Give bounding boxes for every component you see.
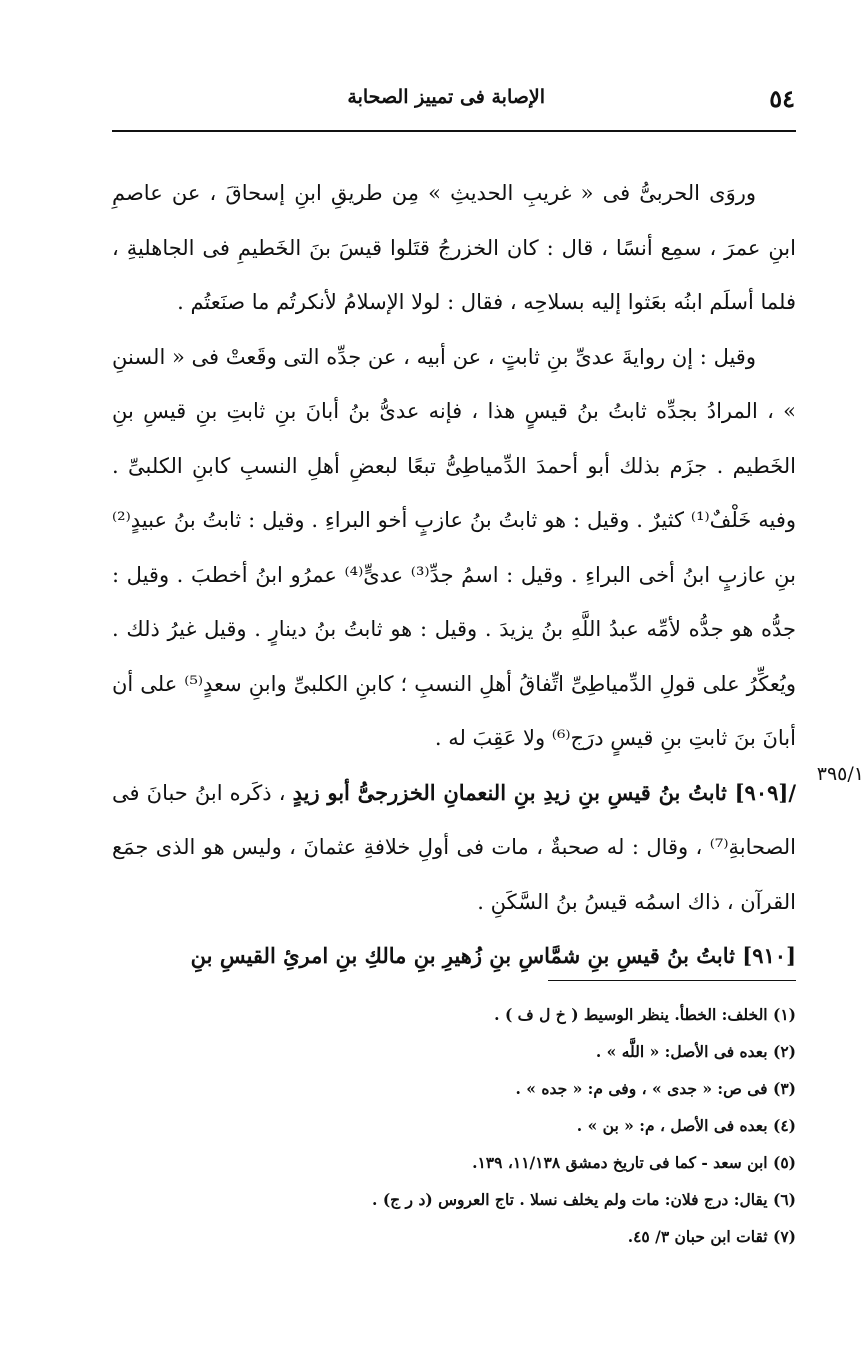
paragraph-2: وقيل : إن روايةَ عدىِّ بنِ ثابتٍ ، عن أبيه ، عن جدِّه التى وقَعتْ فى « السننِ » ، المرادُ بجدِّه ثابتُ بنُ قيسٍ هذا ، فإنه عدىُّ بنُ أبانَ بنِ ثابتِ بنِ قيسِ بنِ الخَطيم . جزَم بذلك أبو أحمدَ الدِّمياطِىُّ تبعًا لبعضِ أهلِ النسبِ كابنِ الكلبىِّ . وفيه خَلْفٌ⁽¹⁾ كثيرٌ . وقيل : هو ثابتُ بنُ عازبٍ أخو البراءِ . وقيل : ثابتُ بنُ عبيدٍ⁽²⁾ بنِ عازبٍ ابنُ أخى البراءِ . وقيل : اسمُ جدِّ⁽³⁾ عدىٍّ⁽⁴⁾ عمرُو ابنُ أخطبَ . وقيل : جدُّه هو جدُّه لأمِّه عبدُ اللَّهِ بنُ يزيدَ . وقيل : هو ثابتُ بنُ دينارٍ . وقيل غيرُ ذلك . ويُعكِّرُ على قولِ الدِّمياطِىِّ اتِّفاقُ أهلِ النسبِ ؛ كابنِ الكلبىِّ وابنِ سعدٍ⁽⁵⁾ على أن أبانَ بنَ ثابتِ بنِ قيسٍ درَج⁽⁶⁾ ولا عَقِبَ له . [112,344,797,750]
footnote-3: (٣) فى ص: « جدى » ، وفى م: « جده » . [515,1079,796,1098]
footnote-rule [548,980,796,981]
footnote-7: (٧) ثقات ابن حبان ٣/ ٤٥. [627,1227,796,1246]
footnote-6: (٦) يقال: درج فلان: مات ولم يخلف نسلا . تاج العروس (د ر ج) . [372,1190,796,1209]
body-text [112,166,796,984]
footnote-1: (١) الخلف: الخطأ. ينظر الوسيط ( خ ل ف ) . [494,1005,796,1024]
footnote-4: (٤) بعده فى الأصل ، م: « بن » . [576,1116,796,1135]
entry-909 [112,766,796,930]
entry-909-heading: /[٩٠٩] ثابتُ بنُ قيسِ بنِ زيدِ بنِ النعمانِ الخزرجىُّ أبو زيدٍ [292,779,796,805]
footnote-5: (٥) ابن سعد - كما فى تاريخ دمشق ١١/١٣٨، ١٣٩. [472,1153,796,1172]
running-title: الإصابة فى تمييز الصحابة [347,86,545,108]
footnote-2: (٢) بعده فى الأصل: « اللَّه » . [595,1042,796,1061]
header-rule [112,130,796,132]
page-number: ٥٤ [769,84,795,113]
entry-910 [112,929,796,984]
page-header [110,78,795,118]
paragraph-1: وروَى الحربىُّ فى « غريبِ الحديثِ » مِن طريقِ ابنِ إسحاقَ ، عن عاصمِ ابنِ عمرَ ، سمِع أنسًا ، قال : كان الخزرجُ قتَلوا قيسَ بنَ الخَطيمِ فى الجاهليةِ ، فلما أسلَم ابنُه بعَثوا إليه بسلاحِه ، فقال : لولا الإسلامُ لأنكرتُم ما صنَعتُم . [112,181,796,314]
margin-reference: ٣٩٥/١ [816,763,864,785]
entry-910-heading: [٩١٠] ثابتُ بنُ قيسِ بنِ شمَّاسِ بنِ زُهيرِ بنِ مالكِ بنِ امرئِ القيسِ بنِ [190,943,796,968]
entry-909-text: ، ذكَره ابنُ حبانَ فى الصحابةِ⁽⁷⁾ ، وقال : له صحبةٌ ، مات فى أولِ خلافةِ عثمانَ ، وليس هو الذى جمَع القرآن ، ذاك اسمُه قيسُ بنُ السَّكَنِ . [112,780,796,914]
footnotes [112,996,796,1255]
